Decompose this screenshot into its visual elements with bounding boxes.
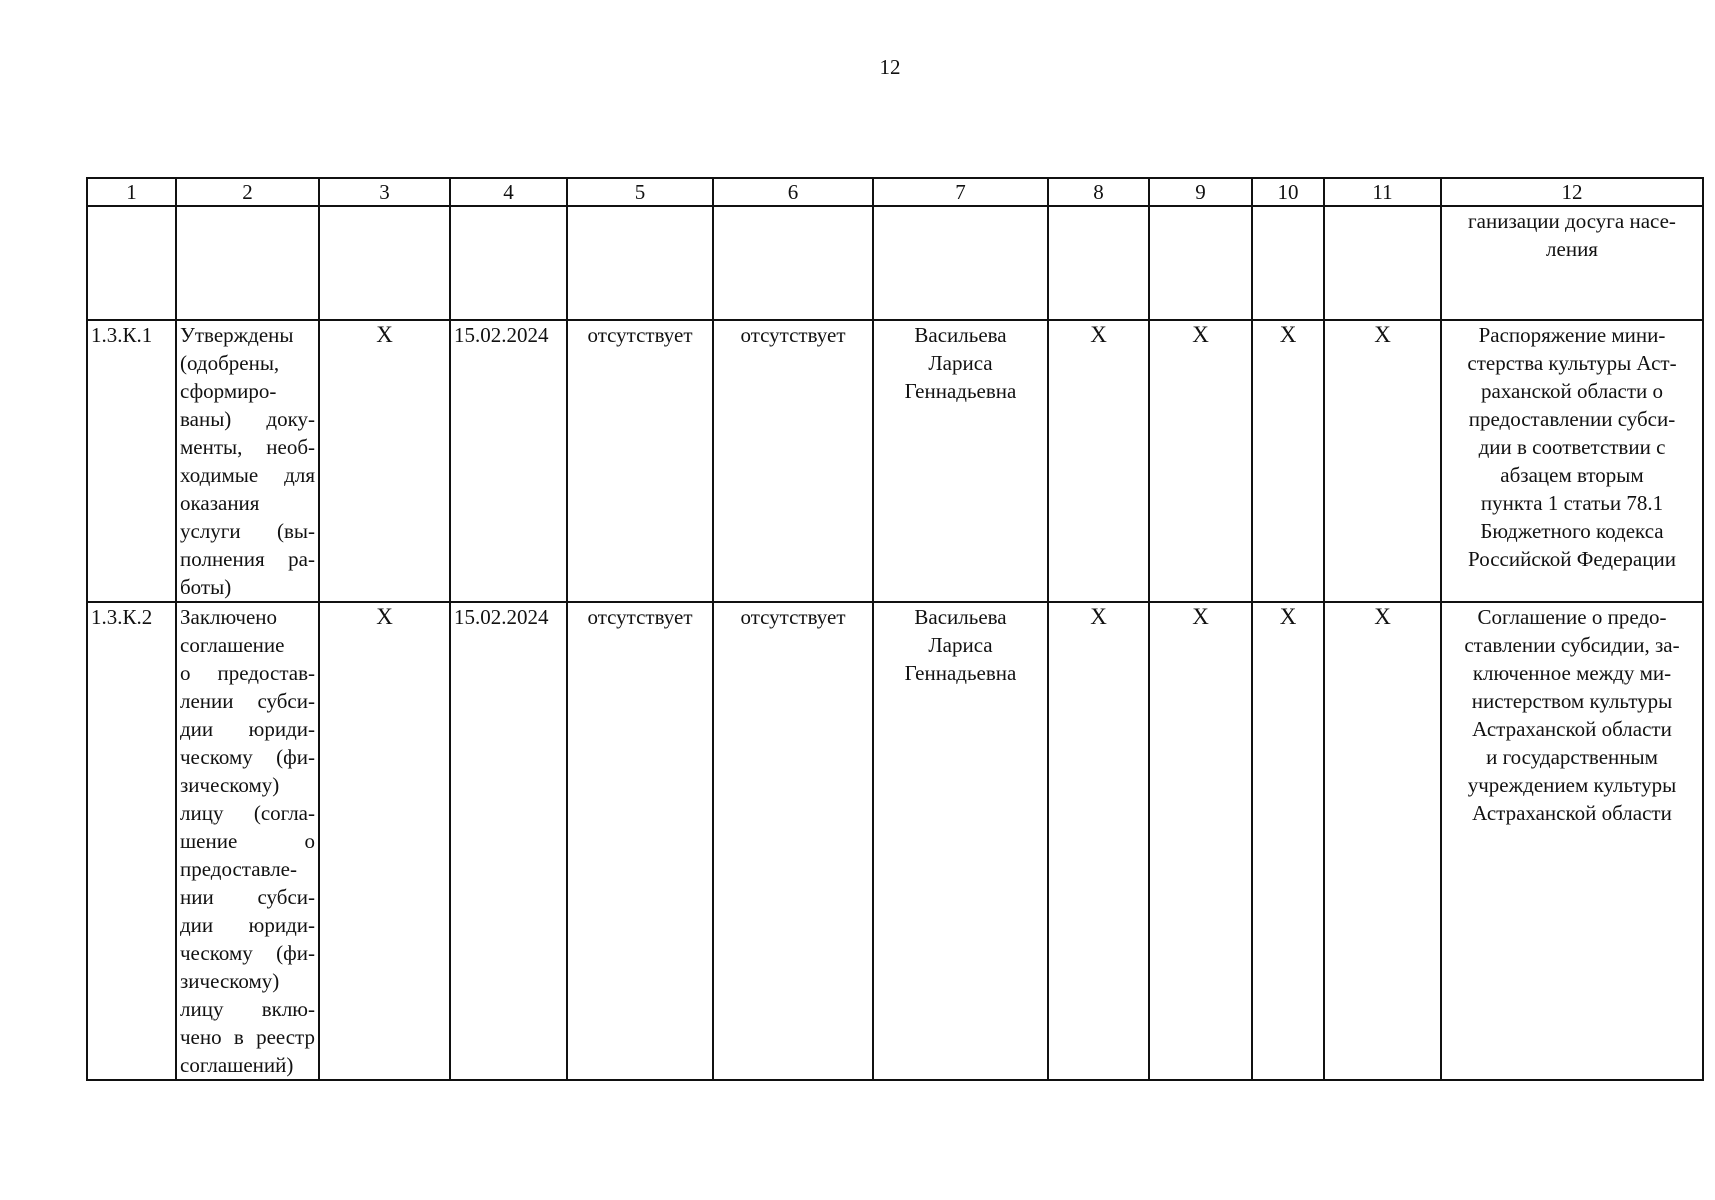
text-line: абзацем вторым <box>1500 463 1644 487</box>
x-mark-cell: X <box>1048 320 1149 602</box>
column-header: 1 <box>87 178 176 206</box>
table-row <box>87 320 1703 602</box>
x-mark-cell: X <box>1048 602 1149 1080</box>
column-header: 6 <box>713 178 873 206</box>
text-line: лении субси- <box>180 689 315 713</box>
text-line: ческому (фи- <box>180 941 315 965</box>
page-number: 12 <box>879 55 901 79</box>
text-line: Российской Федерации <box>1468 547 1676 571</box>
empty-cell <box>87 206 176 320</box>
document-table <box>86 177 1704 1081</box>
text-line: раханской области о <box>1481 379 1663 403</box>
text-line: и государственным <box>1486 745 1658 769</box>
text-line: Лариса <box>928 633 993 657</box>
empty-cell <box>1324 206 1441 320</box>
text-line: услуги (вы- <box>180 519 315 543</box>
empty-cell <box>450 206 567 320</box>
text-line: пункта 1 статьи 78.1 <box>1480 491 1664 515</box>
text-line: ганизации досуга насе- <box>1468 209 1676 233</box>
text-line: Астраханской области <box>1472 801 1672 825</box>
text-line: нистерством культуры <box>1471 689 1673 713</box>
table-row <box>87 602 1703 1080</box>
text-line: Распоряжение мини- <box>1478 323 1666 347</box>
text-line: учреждением культуры <box>1467 773 1677 797</box>
x-mark-cell: X <box>319 602 450 1080</box>
text-line: Бюджетного кодекса <box>1480 519 1664 543</box>
column-header: 4 <box>450 178 567 206</box>
document-cell <box>1441 320 1703 602</box>
table-header-row <box>87 178 1703 206</box>
responsible-cell <box>873 602 1048 1080</box>
text-line: Заключено <box>180 605 278 629</box>
document-cell <box>1441 602 1703 1080</box>
text-line: лицу вклю- <box>180 997 315 1021</box>
text-line: оказания <box>180 491 260 515</box>
text-line: соглашений) <box>180 1053 294 1077</box>
text-line: о предостав- <box>180 661 315 685</box>
result-name-cell <box>176 602 319 1080</box>
status-cell: отсутствует <box>567 602 713 1080</box>
empty-cell <box>1149 206 1252 320</box>
status-cell: отсутствует <box>713 320 873 602</box>
text-line: дии в соответствии с <box>1478 435 1666 459</box>
text-line: Геннадьевна <box>904 379 1017 403</box>
text-line: лицу (согла- <box>180 801 315 825</box>
empty-cell <box>176 206 319 320</box>
column-header: 5 <box>567 178 713 206</box>
column-header: 12 <box>1441 178 1703 206</box>
row-id-cell: 1.3.К.2 <box>87 602 176 1080</box>
text-line: сформиро- <box>180 379 277 403</box>
text-line: стерства культуры Аст- <box>1467 351 1677 375</box>
x-mark-cell: X <box>1252 320 1324 602</box>
column-header: 8 <box>1048 178 1149 206</box>
text-line: ления <box>1546 237 1598 261</box>
responsible-cell <box>873 320 1048 602</box>
status-cell: отсутствует <box>567 320 713 602</box>
text-line: дии юриди- <box>180 913 315 937</box>
text-line: боты) <box>180 575 232 599</box>
text-line: менты, необ- <box>180 435 315 459</box>
text-line: (одобрены, <box>180 351 280 375</box>
x-mark-cell: X <box>1324 320 1441 602</box>
text-line: Геннадьевна <box>904 661 1017 685</box>
empty-cell <box>1252 206 1324 320</box>
empty-cell <box>713 206 873 320</box>
x-mark-cell: X <box>319 320 450 602</box>
column-header: 3 <box>319 178 450 206</box>
result-name-cell <box>176 320 319 602</box>
text-line: шение о <box>180 829 315 853</box>
text-line: чено в реестр <box>180 1025 315 1049</box>
empty-cell <box>567 206 713 320</box>
column-header: 2 <box>176 178 319 206</box>
date-cell: 15.02.2024 <box>450 320 567 602</box>
text-line: ваны) доку- <box>180 407 315 431</box>
text-line: нии субси- <box>180 885 315 909</box>
text-line: предоставле- <box>180 857 297 881</box>
text-line: зическому) <box>180 773 280 797</box>
text-line: ставлении субсидии, за- <box>1464 633 1680 657</box>
text-line: Соглашение о предо- <box>1477 605 1667 629</box>
column-header: 7 <box>873 178 1048 206</box>
text-line: Астраханской области <box>1472 717 1672 741</box>
text-line: предоставлении субси- <box>1468 407 1676 431</box>
status-cell: отсутствует <box>713 602 873 1080</box>
date-cell: 15.02.2024 <box>450 602 567 1080</box>
text-line: дии юриди- <box>180 717 315 741</box>
x-mark-cell: X <box>1252 602 1324 1080</box>
empty-cell <box>873 206 1048 320</box>
row-id-cell: 1.3.К.1 <box>87 320 176 602</box>
text-line: полнения ра- <box>180 547 315 571</box>
x-mark-cell: X <box>1149 320 1252 602</box>
empty-cell <box>1048 206 1149 320</box>
x-mark-cell: X <box>1149 602 1252 1080</box>
text-line: ческому (фи- <box>180 745 315 769</box>
table-row-continuation <box>87 206 1703 320</box>
text-line: Лариса <box>928 351 993 375</box>
text-line: Васильева <box>914 605 1007 629</box>
text-line: Васильева <box>914 323 1007 347</box>
document-cell-continuation <box>1441 206 1703 320</box>
x-mark-cell: X <box>1324 602 1441 1080</box>
column-header: 9 <box>1149 178 1252 206</box>
column-header: 10 <box>1252 178 1324 206</box>
text-line: ходимые для <box>180 463 315 487</box>
column-header: 11 <box>1324 178 1441 206</box>
empty-cell <box>319 206 450 320</box>
text-line: зическому) <box>180 969 280 993</box>
text-line: ключенное между ми- <box>1472 661 1672 685</box>
text-line: Утверждены <box>180 323 294 347</box>
text-line: соглашение <box>180 633 285 657</box>
